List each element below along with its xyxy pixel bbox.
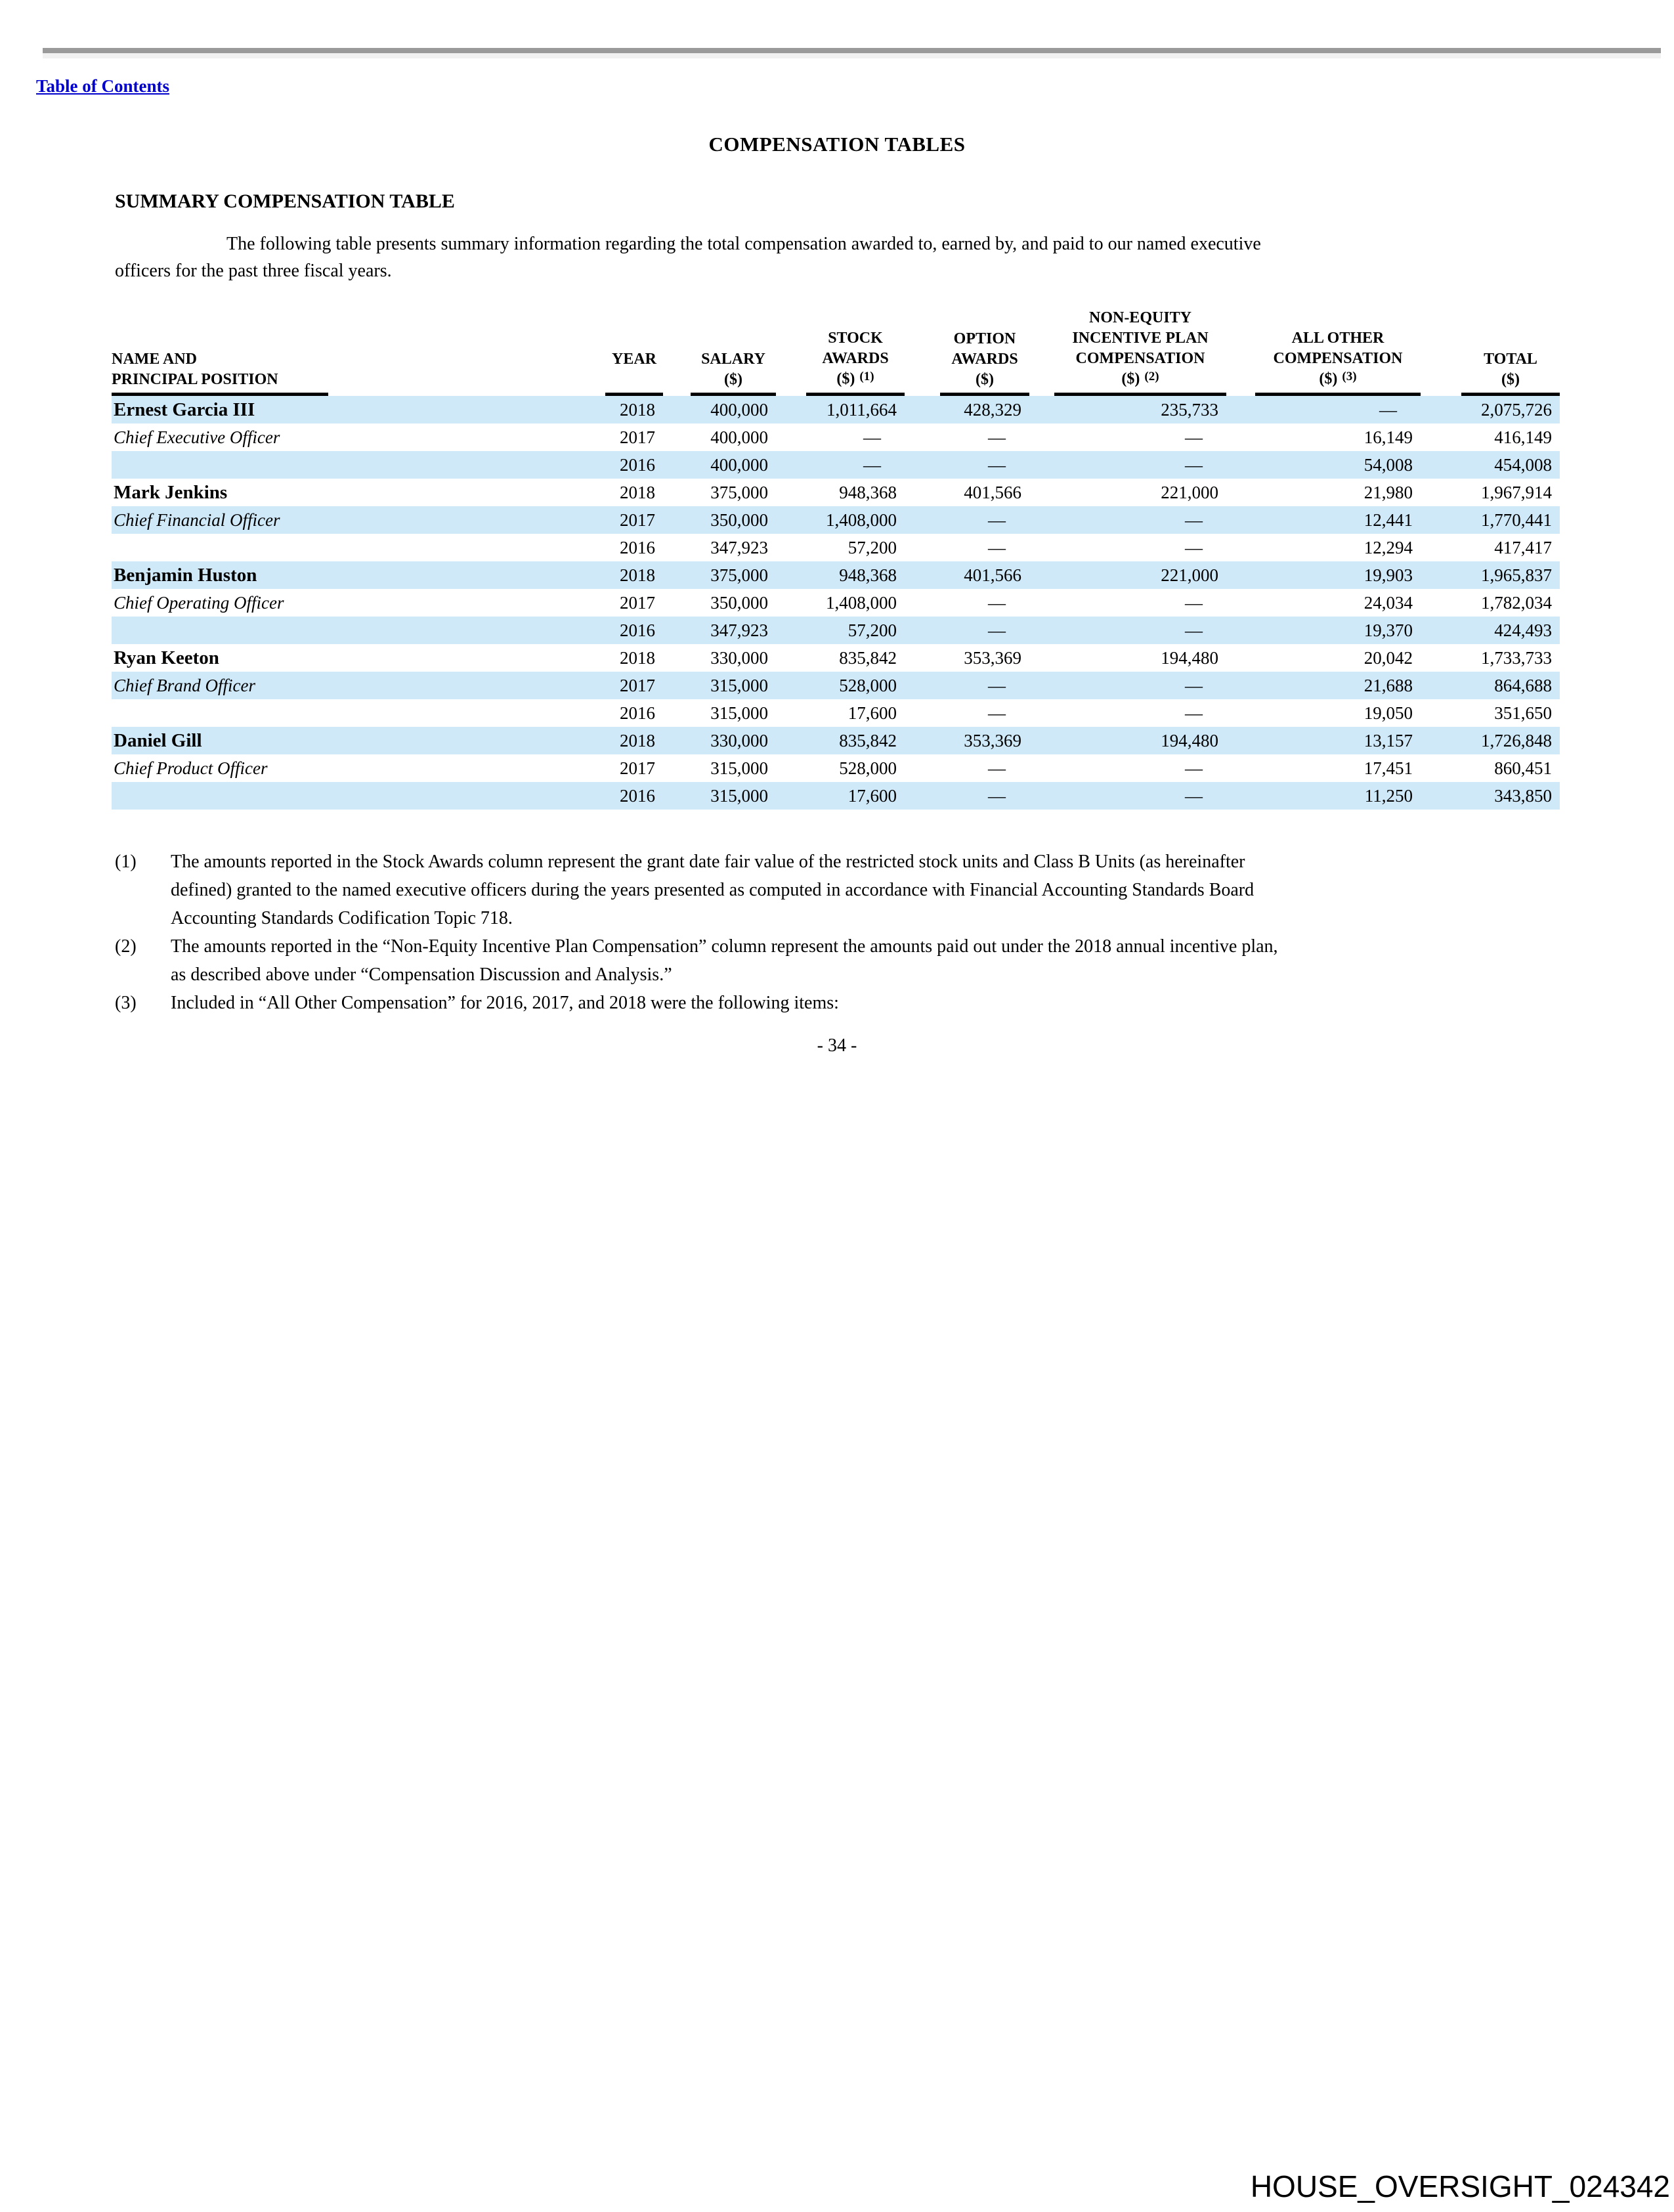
total-cell: 416,149 [1494,427,1552,447]
all-other-cell: 20,042 [1363,647,1413,668]
footnotes-section [115,848,1674,1017]
non-equity-cell: — [1185,537,1203,557]
salary-cell: 347,923 [710,537,768,557]
footnote-marker: (2) [115,936,137,957]
intro-line-2: officers for the past three fiscal years. [115,261,392,281]
option-awards-cell: — [988,427,1006,447]
year-cell: 2016 [620,703,655,723]
stock-awards-cell: 57,200 [848,620,897,640]
total-cell: 1,726,848 [1481,730,1552,750]
executive-name: Ernest Garcia III [114,399,255,420]
column-header-stock-awards: STOCK AWARDS ($) $^{(1)}$ [776,308,905,396]
total-cell: 1,782,034 [1481,592,1552,613]
table-row [112,561,1560,589]
total-cell: 860,451 [1494,758,1552,778]
salary-cell: 315,000 [710,758,768,778]
non-equity-cell: — [1185,427,1203,447]
table-row [112,423,1560,451]
year-cell: 2017 [620,675,655,695]
stock-awards-cell: 528,000 [839,675,897,695]
executive-title: Chief Operating Officer [114,592,284,613]
table-row [112,782,1560,810]
stock-awards-cell: 835,842 [839,647,897,668]
salary-cell: 315,000 [710,785,768,806]
stock-awards-cell: — [863,427,881,447]
divider-bar-light [43,53,1661,58]
executive-name: Daniel Gill [114,729,202,751]
total-cell: 351,650 [1494,703,1552,723]
salary-cell: 315,000 [710,703,768,723]
intro-line-1: The following table presents summary information regarding the total compensation awarded to, earned by, and paid to our named executive [226,234,1261,254]
salary-cell: 400,000 [710,454,768,475]
all-other-cell: 12,441 [1363,510,1413,530]
non-equity-cell: — [1185,592,1203,613]
table-row [112,479,1560,506]
executive-title: Chief Product Officer [114,758,268,778]
document-stamp: HOUSE_OVERSIGHT_024342 [1250,2169,1670,2203]
all-other-cell: 19,370 [1363,620,1413,640]
intro-paragraph [115,230,1674,284]
page-number: - 34 - [817,1035,857,1056]
salary-cell: 400,000 [710,399,768,420]
year-cell: 2018 [620,482,655,502]
year-cell: 2016 [620,785,655,806]
option-awards-cell: — [988,785,1006,806]
all-other-cell: 24,034 [1363,592,1413,613]
total-cell: 2,075,726 [1481,399,1552,420]
column-header-all-other: ALL OTHER COMPENSATION ($) $^{(3)}$ [1226,308,1421,396]
non-equity-cell: — [1185,703,1203,723]
non-equity-cell: 221,000 [1161,565,1218,585]
total-cell: 417,417 [1494,537,1552,557]
all-other-cell: 19,050 [1363,703,1413,723]
total-cell: 1,967,914 [1481,482,1552,502]
option-awards-cell: — [988,758,1006,778]
option-awards-cell: — [988,510,1006,530]
non-equity-cell: — [1185,785,1203,806]
table-row [112,506,1560,534]
all-other-cell: — [1379,399,1397,420]
all-other-cell: 17,451 [1363,758,1413,778]
all-other-cell: 21,980 [1363,482,1413,502]
all-other-cell: 12,294 [1363,537,1413,557]
stock-awards-cell: 835,842 [839,730,897,750]
table-of-contents-link[interactable]: Table of Contents [36,76,170,96]
stock-awards-cell: 17,600 [848,785,897,806]
all-other-cell: 21,688 [1363,675,1413,695]
footnote [115,848,1674,932]
option-awards-cell: — [988,620,1006,640]
option-awards-cell: 353,369 [964,730,1021,750]
non-equity-cell: 221,000 [1161,482,1218,502]
table-row [112,727,1560,754]
year-cell: 2018 [620,647,655,668]
year-cell: 2017 [620,510,655,530]
salary-cell: 350,000 [710,510,768,530]
executive-name: Ryan Keeton [114,647,219,668]
year-cell: 2018 [620,730,655,750]
section-heading: SUMMARY COMPENSATION TABLE [115,190,455,212]
all-other-cell: 54,008 [1363,454,1413,475]
divider-bar-dark [43,48,1661,53]
non-equity-cell: — [1185,620,1203,640]
table-row [112,754,1560,782]
executive-title: Chief Executive Officer [114,427,280,447]
salary-cell: 375,000 [710,565,768,585]
option-awards-cell: 428,329 [964,399,1021,420]
stock-awards-cell: 948,368 [839,565,897,585]
column-header-option-awards: OPTION AWARDS ($) [905,308,1029,396]
table-row [112,451,1560,479]
column-header-non-equity: NON-EQUITY INCENTIVE PLAN COMPENSATION ($) $^{(2)}$ [1029,308,1226,396]
table-row [112,396,1560,423]
name-cell-empty [112,782,538,810]
footnote-ref-3: (3) [1342,370,1357,383]
column-header-name: NAME AND PRINCIPAL POSITION [112,308,538,396]
executive-name: Mark Jenkins [114,481,228,503]
non-equity-cell: — [1185,758,1203,778]
table-row [112,644,1560,672]
name-cell-empty [112,617,538,644]
all-other-cell: 16,149 [1363,427,1413,447]
year-cell: 2016 [620,537,655,557]
total-cell: 1,965,837 [1481,565,1552,585]
column-header-salary: SALARY ($) [663,308,776,396]
non-equity-cell: 194,480 [1161,647,1218,668]
footnote-text: The amounts reported in the “Non-Equity Incentive Plan Compensation” column represent the amounts paid out under the 2018 annual incentive plan, as described above under “Compensation Discussion and Analysis.” [171,936,1278,985]
non-equity-cell: 194,480 [1161,730,1218,750]
column-header-total: TOTAL ($) [1421,308,1560,396]
option-awards-cell: 401,566 [964,482,1021,502]
footnote-marker: (1) [115,852,137,872]
option-awards-cell: — [988,675,1006,695]
year-cell: 2018 [620,399,655,420]
stock-awards-cell: 1,408,000 [826,510,897,530]
total-cell: 454,008 [1494,454,1552,475]
footnote-marker: (3) [115,993,137,1013]
executive-title: Chief Brand Officer [114,675,255,695]
summary-compensation-table [112,308,1560,810]
salary-cell: 315,000 [710,675,768,695]
table-row [112,589,1560,617]
salary-cell: 400,000 [710,427,768,447]
footnote [115,989,1674,1017]
salary-cell: 375,000 [710,482,768,502]
all-other-cell: 19,903 [1363,565,1413,585]
stock-awards-cell: 57,200 [848,537,897,557]
total-cell: 1,770,441 [1481,510,1552,530]
all-other-cell: 13,157 [1363,730,1413,750]
option-awards-cell: — [988,703,1006,723]
stock-awards-cell: 948,368 [839,482,897,502]
all-other-cell: 11,250 [1364,785,1413,806]
table-row [112,699,1560,727]
executive-name: Benjamin Huston [114,564,257,586]
stock-awards-cell: — [863,454,881,475]
total-cell: 424,493 [1494,620,1552,640]
option-awards-cell: 353,369 [964,647,1021,668]
table-row [112,617,1560,644]
option-awards-cell: — [988,592,1006,613]
footnote-text: The amounts reported in the Stock Awards column represent the grant date fair value of the restricted stock units and Class B Units (as hereinafter defined) granted to the named executive officers during the years presented as computed in accordance with Financial Accounting Standards Board Accounting Standards Codification Topic 718. [171,852,1255,928]
salary-cell: 330,000 [710,647,768,668]
table-row [112,534,1560,561]
non-equity-cell: 235,733 [1161,399,1218,420]
column-header-year: YEAR [538,308,663,396]
stock-awards-cell: 1,011,664 [826,399,897,420]
executive-title: Chief Financial Officer [114,510,280,530]
footnote-text: Included in “All Other Compensation” for 2016, 2017, and 2018 were the following items: [171,993,839,1013]
footnote-ref-2: (2) [1144,370,1159,383]
total-cell: 343,850 [1494,785,1552,806]
option-awards-cell: 401,566 [964,565,1021,585]
stock-awards-cell: 17,600 [848,703,897,723]
non-equity-cell: — [1185,454,1203,475]
table-row [112,672,1560,699]
page-title: COMPENSATION TABLES [708,133,966,156]
top-divider [43,48,1661,58]
footnote-ref-1: (1) [859,370,874,383]
non-equity-cell: — [1185,510,1203,530]
total-cell: 864,688 [1494,675,1552,695]
name-cell-empty [112,699,538,727]
year-cell: 2017 [620,592,655,613]
year-cell: 2016 [620,454,655,475]
option-awards-cell: — [988,454,1006,475]
option-awards-cell: — [988,537,1006,557]
year-cell: 2016 [620,620,655,640]
salary-cell: 347,923 [710,620,768,640]
year-cell: 2017 [620,758,655,778]
name-cell-empty [112,451,538,479]
stock-awards-cell: 528,000 [839,758,897,778]
total-cell: 1,733,733 [1481,647,1552,668]
salary-cell: 350,000 [710,592,768,613]
name-cell-empty [112,534,538,561]
year-cell: 2018 [620,565,655,585]
table-header-row [112,308,1560,396]
year-cell: 2017 [620,427,655,447]
stock-awards-cell: 1,408,000 [826,592,897,613]
non-equity-cell: — [1185,675,1203,695]
footnote [115,932,1674,989]
salary-cell: 330,000 [710,730,768,750]
